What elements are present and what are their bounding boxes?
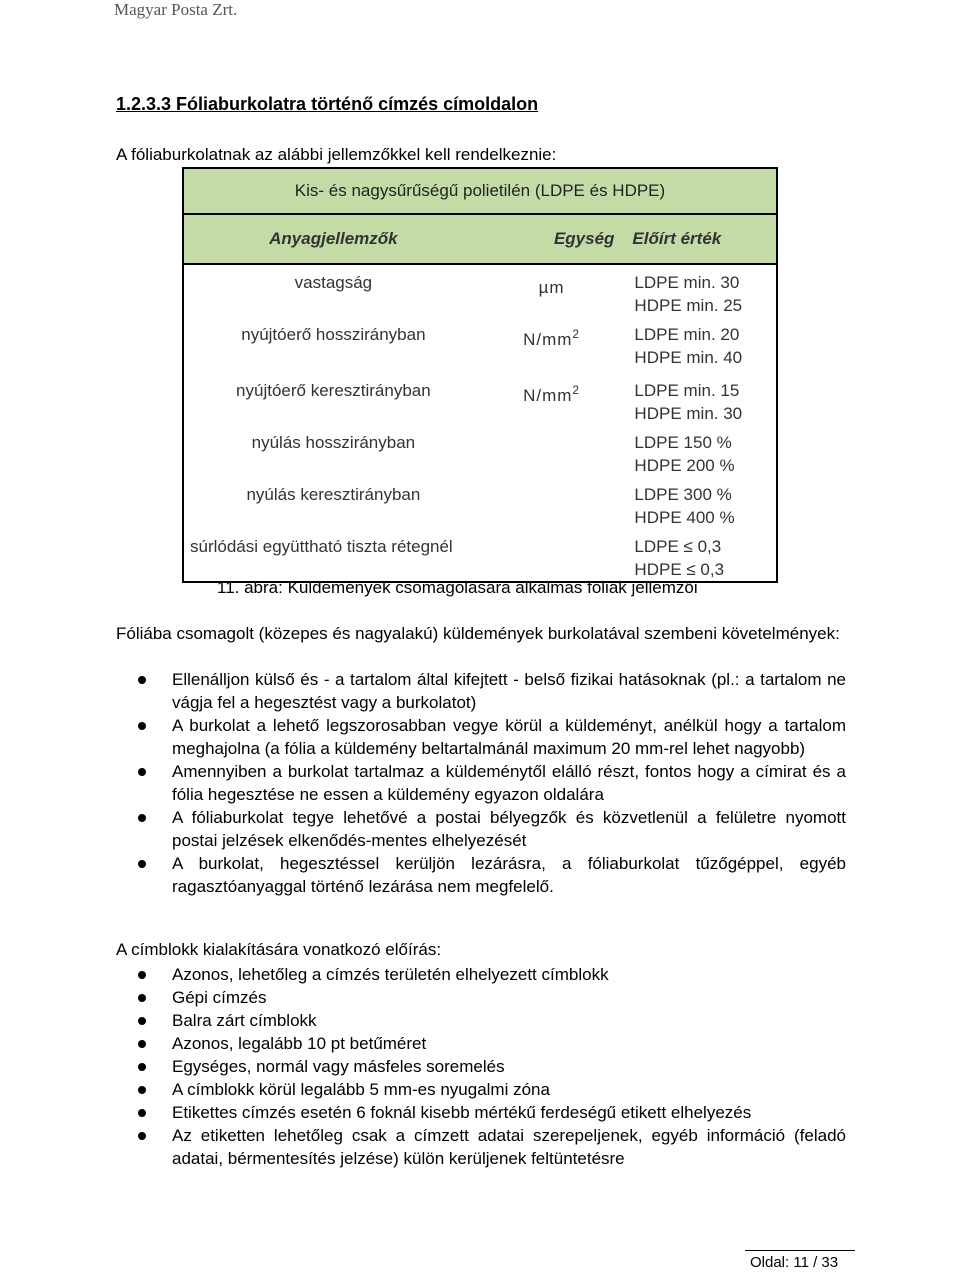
unit-cell: [483, 271, 621, 317]
bullet-icon: [138, 1109, 146, 1117]
value-line: HDPE min. 30: [634, 404, 743, 423]
address-block-paragraph: A címblokk kialakítására vonatkozó előírás:: [116, 940, 442, 959]
list-item-text: A fóliaburkolat tegye lehetővé a postai bélyegzők és közvetlenül a felületre nyomott postai jelzések elkenődés-mentes elhelyezését: [172, 808, 846, 850]
bullet-icon: [138, 1040, 146, 1048]
list-item: [116, 1032, 846, 1055]
value-line: HDPE 400 %: [634, 508, 735, 527]
bullet-icon: [138, 722, 146, 730]
value-line: HDPE min. 25: [634, 296, 743, 315]
bullet-icon: [138, 1063, 146, 1071]
list-item-text: A burkolat, hegesztéssel kerüljön lezárásra, a fóliaburkolat tűzőgéppel, egyéb ragasztóanyaggal történő lezárása nem megfelelő.: [172, 854, 846, 896]
bullet-icon: [138, 971, 146, 979]
intro-text: A fóliaburkolatnak az alábbi jellemzőkkel kell rendelkeznie:: [116, 145, 557, 164]
list-item: [116, 760, 846, 806]
table-row: [183, 323, 777, 369]
value-line: HDPE min. 40: [634, 348, 743, 367]
unit-cell: [483, 483, 621, 529]
unit-text: µm: [538, 278, 565, 297]
list-item: [116, 714, 846, 760]
bullet-icon: [138, 1132, 146, 1140]
value-cell: [620, 483, 777, 529]
list-item-text: Az etiketten lehetőleg csak a címzett adatai szerepeljenek, egyéb információ (feladó adatai, bérmentesítés jelzése) külön kerüljenek feltüntetésre: [172, 1126, 846, 1168]
list-item: [116, 852, 846, 898]
list-item-text: Etikettes címzés esetén 6 foknál kisebb mértékű ferdeségű etikett elhelyezés: [172, 1103, 752, 1122]
list-item: [116, 1078, 846, 1101]
footer-divider: [745, 1250, 855, 1251]
list-item-text: Azonos, legalább 10 pt betűméret: [172, 1034, 427, 1053]
table-row: [183, 483, 777, 529]
value-cell: [620, 271, 777, 317]
property-cell: nyújtóerő keresztirányban: [183, 379, 483, 425]
list-item: [116, 1055, 846, 1078]
value-line: LDPE min. 30: [634, 273, 740, 292]
list-item-text: Balra zárt címblokk: [172, 1011, 317, 1030]
property-cell: nyújtóerő hosszirányban: [183, 323, 483, 369]
bullet-icon: [138, 814, 146, 822]
value-line: HDPE 200 %: [634, 456, 735, 475]
unit-cell: [483, 431, 621, 477]
bullet-icon: [138, 1086, 146, 1094]
list-item-text: Ellenálljon külső és - a tartalom által kifejtett - belső fizikai hatásoknak (pl.: a tartalom ne vágja fel a hegesztést vagy a burkolatot): [172, 670, 846, 712]
list-item-text: Azonos, lehetőleg a címzés területén elhelyezett címblokk: [172, 965, 609, 984]
address-block-list: [116, 963, 846, 1170]
value-cell: [620, 535, 777, 582]
table-row: [183, 379, 777, 425]
property-cell: nyúlás keresztirányban: [183, 483, 483, 529]
header-value: Előírt érték: [620, 214, 777, 264]
list-item: [116, 668, 846, 714]
bullet-icon: [138, 994, 146, 1002]
requirements-paragraph: Fóliába csomagolt (közepes és nagyalakú) küldemények burkolatával szembeni követelmények:: [116, 624, 840, 643]
value-cell: [620, 323, 777, 369]
table-title: Kis- és nagysűrűségű polietilén (LDPE és HDPE): [183, 168, 777, 214]
value-line: LDPE min. 15: [634, 381, 740, 400]
list-item-text: A burkolat a lehető legszorosabban vegye körül a küldeményt, anélkül hogy a tartalom meghajolna (a fólia a küldemény beltartalmánál maximum 20 mm-rel lehet nagyobb): [172, 716, 846, 758]
unit-cell: [483, 323, 621, 369]
list-item: [116, 1124, 846, 1170]
table-row: [183, 271, 777, 317]
value-cell: [620, 379, 777, 425]
value-cell: [620, 431, 777, 477]
table-row: [183, 431, 777, 477]
unit-superscript: 2: [572, 327, 581, 341]
list-item: [116, 963, 846, 986]
unit-text: N/mm: [523, 386, 573, 405]
bullet-icon: [138, 676, 146, 684]
unit-superscript: 2: [572, 383, 581, 397]
bullet-icon: [138, 1017, 146, 1025]
header-property: Anyagjellemzők: [183, 214, 483, 264]
value-line: LDPE min. 20: [634, 325, 740, 344]
table-row: [183, 535, 777, 582]
list-item: [116, 986, 846, 1009]
property-cell: súrlódási együttható tiszta rétegnél: [183, 535, 483, 582]
page-number: Oldal: 11 / 33: [750, 1254, 839, 1271]
unit-text: N/mm: [523, 330, 573, 349]
property-cell: vastagság: [183, 271, 483, 317]
requirements-list: [116, 668, 846, 898]
value-line: LDPE 300 %: [634, 485, 732, 504]
value-line: HDPE ≤ 0,3: [634, 560, 725, 579]
list-item: [116, 806, 846, 852]
list-item-text: Egységes, normál vagy másfeles soremelés: [172, 1057, 505, 1076]
header-unit: Egység: [483, 214, 621, 264]
value-line: LDPE 150 %: [634, 433, 732, 452]
list-item-text: Gépi címzés: [172, 988, 267, 1007]
list-item: [116, 1101, 846, 1124]
page-header: Magyar Posta Zrt.: [114, 0, 238, 19]
list-item-text: A címblokk körül legalább 5 mm-es nyugalmi zóna: [172, 1080, 550, 1099]
spec-table: [182, 167, 778, 583]
list-item: [116, 1009, 846, 1032]
property-cell: nyúlás hosszirányban: [183, 431, 483, 477]
figure-caption: 11. ábra: Küldemények csomagolására alkalmas fóliák jellemzői: [217, 578, 698, 597]
unit-cell: [483, 535, 621, 582]
unit-cell: [483, 379, 621, 425]
bullet-icon: [138, 768, 146, 776]
section-title: 1.2.3.3 Fóliaburkolatra történő címzés címoldalon: [116, 94, 539, 114]
bullet-icon: [138, 860, 146, 868]
list-item-text: Amennyiben a burkolat tartalmaz a küldeménytől elálló részt, fontos hogy a címirat és a fólia hegesztése ne essen a küldemény egyazon oldalára: [172, 762, 846, 804]
value-line: LDPE ≤ 0,3: [634, 537, 722, 556]
